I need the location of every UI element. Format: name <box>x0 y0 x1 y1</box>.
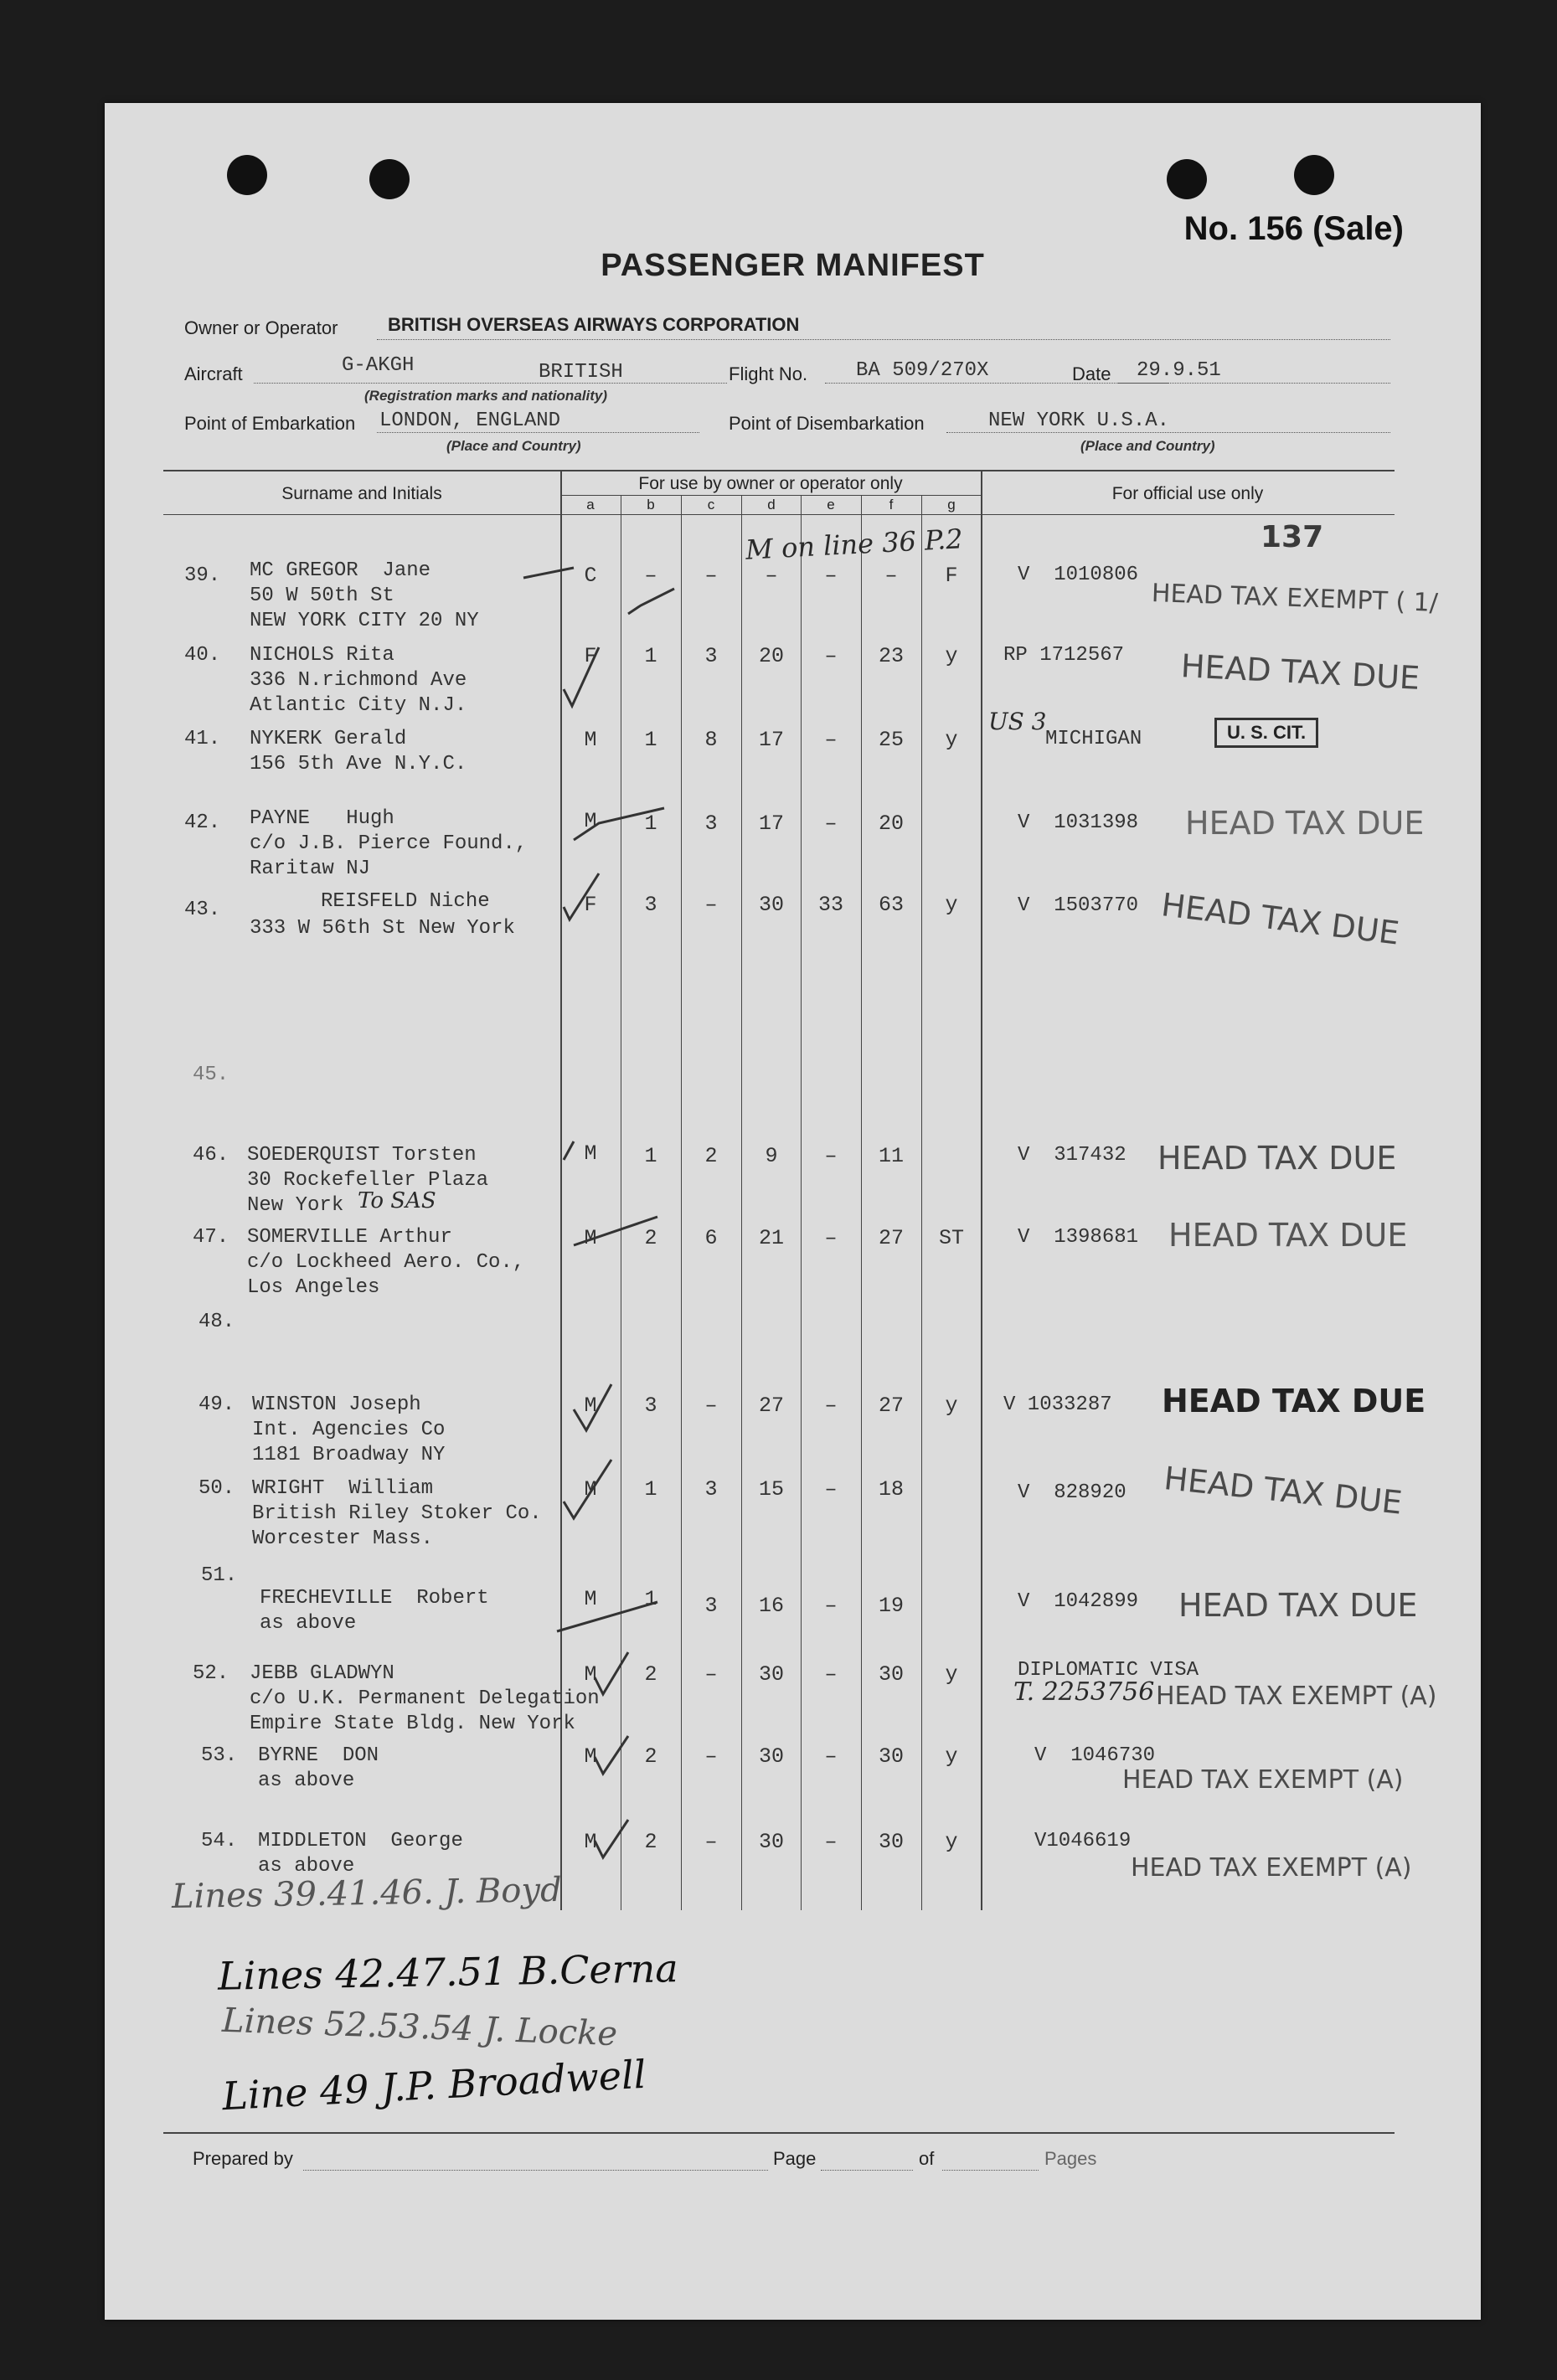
cell-b: 1 <box>644 811 657 836</box>
passenger-address: 336 N.richmond Ave <box>250 669 467 692</box>
subcol-d: d <box>767 497 776 513</box>
head-tax-stamp: HEAD TAX DUE <box>1178 1587 1418 1624</box>
official-entry: V 317432 <box>1018 1144 1127 1167</box>
owner-label: Owner or Operator <box>184 317 338 338</box>
cell-f: 27 <box>878 1226 904 1250</box>
cell-c: – <box>704 1662 718 1687</box>
disembarkation-note: (Place and Country) <box>1080 438 1215 454</box>
of-label: of <box>919 2148 935 2169</box>
cell-d: 17 <box>758 811 784 836</box>
cell-f: 27 <box>878 1393 904 1418</box>
head-tax-stamp: HEAD TAX DUE <box>1162 1383 1426 1419</box>
address-handwritten-note: To SAS <box>358 1188 436 1213</box>
aircraft-label: Aircraft <box>184 363 243 384</box>
cell-e: 33 <box>817 893 843 917</box>
cell-a: M <box>584 1477 597 1502</box>
cell-c: – <box>704 1393 718 1418</box>
cell-d: 30 <box>758 1830 784 1854</box>
row-number: 53. <box>201 1744 238 1767</box>
us-citizen-stamp: U. S. CIT. <box>1214 718 1318 748</box>
cell-e: – <box>824 1226 838 1250</box>
subcol-c: c <box>707 497 715 513</box>
cell-a: C <box>584 564 597 588</box>
passenger-name: PAYNE Hugh <box>250 807 394 830</box>
cell-f: 30 <box>878 1830 904 1854</box>
cell-d: 17 <box>758 728 784 752</box>
cell-f: – <box>884 564 898 588</box>
embarkation-note: (Place and Country) <box>446 438 581 454</box>
page-mark: 137 <box>1261 520 1324 554</box>
subcol-e: e <box>827 497 835 513</box>
embarkation-label: Point of Embarkation <box>184 413 356 434</box>
cell-e: – <box>824 811 838 836</box>
passenger-name: FRECHEVILLE Robert <box>260 1587 489 1610</box>
cell-e: – <box>824 1830 838 1854</box>
passenger-address: 156 5th Ave N.Y.C. <box>250 753 467 775</box>
cell-e: – <box>824 728 838 752</box>
date-value: 29.9.51 <box>1137 359 1221 382</box>
passenger-address: Worcester Mass. <box>252 1527 434 1550</box>
cell-g: ST <box>938 1226 964 1250</box>
official-entry: V 1046730 <box>1034 1744 1156 1767</box>
cell-c: – <box>704 564 718 588</box>
passenger-address: Raritaw NJ <box>250 858 371 880</box>
cell-d: 21 <box>758 1226 784 1250</box>
official-entry: V 1033287 <box>1003 1393 1112 1416</box>
cell-f: 25 <box>878 728 904 752</box>
official-entry: V1046619 <box>1034 1830 1132 1852</box>
owner-handwritten-note: M on line 36 P.2 <box>745 523 964 566</box>
passenger-name: WINSTON Joseph <box>252 1393 421 1416</box>
embarkation-value: LONDON, ENGLAND <box>379 410 561 432</box>
cell-d: – <box>765 564 778 588</box>
passenger-name: MC GREGOR Jane <box>250 559 431 582</box>
passenger-name: WRIGHT William <box>252 1477 434 1500</box>
flight-label: Flight No. <box>729 363 808 384</box>
official-entry: DIPLOMATIC VISA <box>1018 1659 1199 1682</box>
official-use-header: For official use only <box>1111 484 1264 503</box>
official-handwritten-note: T. 2253756 <box>1013 1677 1155 1707</box>
cell-e: – <box>824 564 838 588</box>
row-number: 54. <box>201 1830 238 1852</box>
cell-f: 18 <box>878 1477 904 1502</box>
official-entry: V 1398681 <box>1018 1226 1139 1249</box>
row-number: 49. <box>198 1393 235 1416</box>
passenger-address: as above <box>258 1770 355 1792</box>
head-tax-stamp: HEAD TAX DUE <box>1185 805 1425 842</box>
row-number: 43. <box>184 899 221 921</box>
passenger-address: as above <box>260 1612 357 1635</box>
cell-c: 3 <box>704 811 718 836</box>
passenger-address: Los Angeles <box>247 1276 380 1299</box>
cell-e: – <box>824 644 838 668</box>
cell-g: y <box>945 1662 958 1687</box>
signature-lines-42-47-51: Lines 42.47.51 B.Cerna <box>217 1945 679 1999</box>
official-entry: MICHIGAN <box>1045 728 1142 750</box>
passenger-address: Atlantic City N.J. <box>250 694 467 717</box>
cell-b: – <box>644 564 657 588</box>
head-tax-stamp: HEAD TAX EXEMPT ( 1/ <box>1151 579 1439 618</box>
cell-f: 20 <box>878 811 904 836</box>
head-tax-stamp: HEAD TAX DUE <box>1162 1460 1405 1522</box>
cell-c: 8 <box>704 728 718 752</box>
row-number: 41. <box>184 728 221 750</box>
cell-a: M <box>584 1662 597 1687</box>
cell-g: F <box>945 564 958 588</box>
cell-e: – <box>824 1144 838 1168</box>
passenger-name: REISFELD Niche <box>321 890 490 913</box>
cell-d: 15 <box>758 1477 784 1502</box>
passenger-address: 1181 Broadway NY <box>252 1444 446 1466</box>
head-tax-stamp: HEAD TAX EXEMPT (A) <box>1131 1853 1412 1883</box>
passenger-address: c/o U.K. Permanent Delegation <box>250 1687 600 1710</box>
cell-f: 63 <box>878 893 904 917</box>
row-number: 52. <box>193 1662 229 1685</box>
passenger-address: 30 Rockefeller Plaza <box>247 1169 489 1192</box>
row-number: 39. <box>184 564 221 587</box>
cell-g: y <box>945 728 958 752</box>
cell-a: F <box>584 644 597 668</box>
cell-f: 19 <box>878 1594 904 1618</box>
subcol-g: g <box>947 497 956 513</box>
passenger-address: as above <box>258 1855 355 1878</box>
cell-d: 16 <box>758 1594 784 1618</box>
cell-d: 9 <box>765 1144 778 1168</box>
cell-b: 3 <box>644 893 657 917</box>
head-tax-stamp: HEAD TAX EXEMPT (A) <box>1156 1682 1437 1711</box>
date-label: Date <box>1072 363 1111 384</box>
cell-f: 30 <box>878 1744 904 1769</box>
passenger-address: c/o J.B. Pierce Found., <box>250 832 528 855</box>
owner-value: BRITISH OVERSEAS AIRWAYS CORPORATION <box>388 314 800 335</box>
cell-f: 30 <box>878 1662 904 1687</box>
head-tax-stamp: HEAD TAX DUE <box>1157 1140 1397 1177</box>
disembarkation-value: NEW YORK U.S.A. <box>988 410 1170 432</box>
cell-f: 11 <box>878 1144 904 1168</box>
aircraft-nationality: BRITISH <box>539 361 623 384</box>
cell-e: – <box>824 1594 838 1618</box>
cell-g: y <box>945 893 958 917</box>
surname-column-header: Surname and Initials <box>281 484 442 503</box>
official-entry: V 828920 <box>1018 1481 1127 1504</box>
row-number: 50. <box>198 1477 235 1500</box>
cell-b: 1 <box>644 728 657 752</box>
cell-b: 2 <box>644 1830 657 1854</box>
passenger-address: c/o Lockheed Aero. Co., <box>247 1251 525 1274</box>
cell-b: 2 <box>644 1226 657 1250</box>
cell-e: – <box>824 1662 838 1687</box>
passenger-address: 50 W 50th St <box>250 585 394 607</box>
passenger-name: BYRNE DON <box>258 1744 379 1767</box>
head-tax-stamp: HEAD TAX DUE <box>1159 886 1401 952</box>
passenger-address: British Riley Stoker Co. <box>252 1502 542 1525</box>
row-number: 47. <box>193 1226 229 1249</box>
cell-d: 30 <box>758 893 784 917</box>
passenger-name: NYKERK Gerald <box>250 728 407 750</box>
cell-d: 27 <box>758 1393 784 1418</box>
row-number: 42. <box>184 811 221 834</box>
cell-c: 2 <box>704 1144 718 1168</box>
cell-b: 1 <box>644 1144 657 1168</box>
cell-b: 1 <box>644 644 657 668</box>
cell-f: 23 <box>878 644 904 668</box>
aircraft-note: (Registration marks and nationality) <box>364 388 607 404</box>
document-title: PASSENGER MANIFEST <box>601 248 985 283</box>
prepared-by-label: Prepared by <box>193 2148 293 2169</box>
form-number: No. 156 (Sale) <box>1183 210 1404 247</box>
subcol-f: f <box>889 497 894 513</box>
passenger-name: NICHOLS Rita <box>250 644 394 667</box>
row-number: 45. <box>193 1064 229 1086</box>
cell-a: M <box>584 1744 597 1769</box>
row-number: 40. <box>184 644 221 667</box>
official-entry: V 1031398 <box>1018 811 1139 834</box>
passenger-name: SOMERVILLE Arthur <box>247 1226 452 1249</box>
cell-g: y <box>945 1393 958 1418</box>
cell-c: 3 <box>704 1477 718 1502</box>
passenger-name: SOEDERQUIST Torsten <box>247 1144 477 1167</box>
cell-d: 30 <box>758 1662 784 1687</box>
cell-a: M <box>584 1830 597 1854</box>
signature-lines-52-53-54: Lines 52.53.54 J. Locke <box>221 2001 618 2054</box>
cell-e: – <box>824 1744 838 1769</box>
cell-g: y <box>945 644 958 668</box>
head-tax-stamp: HEAD TAX EXEMPT (A) <box>1122 1765 1404 1795</box>
cell-a: M <box>584 809 597 833</box>
passenger-address: NEW YORK CITY 20 NY <box>250 610 479 632</box>
official-entry: V 1503770 <box>1018 894 1139 917</box>
official-entry: RP 1712567 <box>1003 644 1125 667</box>
signature-lines-39-41-46: Lines 39.41.46. J. Boyd <box>171 1870 562 1917</box>
cell-c: – <box>704 1830 718 1854</box>
cell-d: 20 <box>758 644 784 668</box>
signature-line-49: Line 49 J.P. Broadwell <box>220 2051 647 2120</box>
cell-b: 2 <box>644 1744 657 1769</box>
passenger-name: MIDDLETON George <box>258 1830 463 1852</box>
head-tax-stamp: HEAD TAX DUE <box>1168 1217 1408 1254</box>
manifest-sheet <box>105 103 1481 2320</box>
passenger-address: 333 W 56th St New York <box>250 917 515 940</box>
cell-a: M <box>584 1141 597 1166</box>
row-number: 46. <box>193 1144 229 1167</box>
cell-b: 2 <box>644 1662 657 1687</box>
flight-number: BA 509/270X <box>856 359 989 382</box>
cell-a: M <box>584 728 597 752</box>
cell-c: – <box>704 1744 718 1769</box>
owner-use-header: For use by owner or operator only <box>638 474 903 493</box>
passenger-name: JEBB GLADWYN <box>250 1662 394 1685</box>
cell-b: 1 <box>644 1477 657 1502</box>
cell-c: 3 <box>704 644 718 668</box>
passenger-address: New York <box>247 1194 344 1217</box>
cell-b: 3 <box>644 1393 657 1418</box>
row-number: 48. <box>198 1311 235 1333</box>
cell-e: – <box>824 1477 838 1502</box>
subcol-b: b <box>647 497 655 513</box>
row-number: 51. <box>201 1564 238 1587</box>
subcol-a: a <box>586 497 595 513</box>
passenger-address: Int. Agencies Co <box>252 1419 446 1441</box>
cell-e: – <box>824 1393 838 1418</box>
official-entry: V 1042899 <box>1018 1590 1139 1613</box>
aircraft-registration: G-AKGH <box>342 354 415 377</box>
cell-a: M <box>584 1393 597 1418</box>
cell-g: y <box>945 1744 958 1769</box>
page-label: Page <box>773 2148 817 2169</box>
cell-d: 30 <box>758 1744 784 1769</box>
cell-a: F <box>584 893 597 917</box>
cell-a: M <box>584 1226 597 1250</box>
pages-label: Pages <box>1044 2148 1097 2169</box>
cell-a: M <box>584 1587 597 1611</box>
cell-g: y <box>945 1830 958 1854</box>
disembarkation-label: Point of Disembarkation <box>729 413 925 434</box>
cell-b: 1 <box>644 1587 657 1611</box>
official-entry: V 1010806 <box>1018 564 1139 586</box>
cell-c: – <box>704 893 718 917</box>
head-tax-stamp: HEAD TAX DUE <box>1179 647 1421 697</box>
cell-c: 3 <box>704 1594 718 1618</box>
passenger-address: Empire State Bldg. New York <box>250 1713 575 1735</box>
cell-c: 6 <box>704 1226 718 1250</box>
official-handwritten-note: US 3 <box>988 708 1047 735</box>
